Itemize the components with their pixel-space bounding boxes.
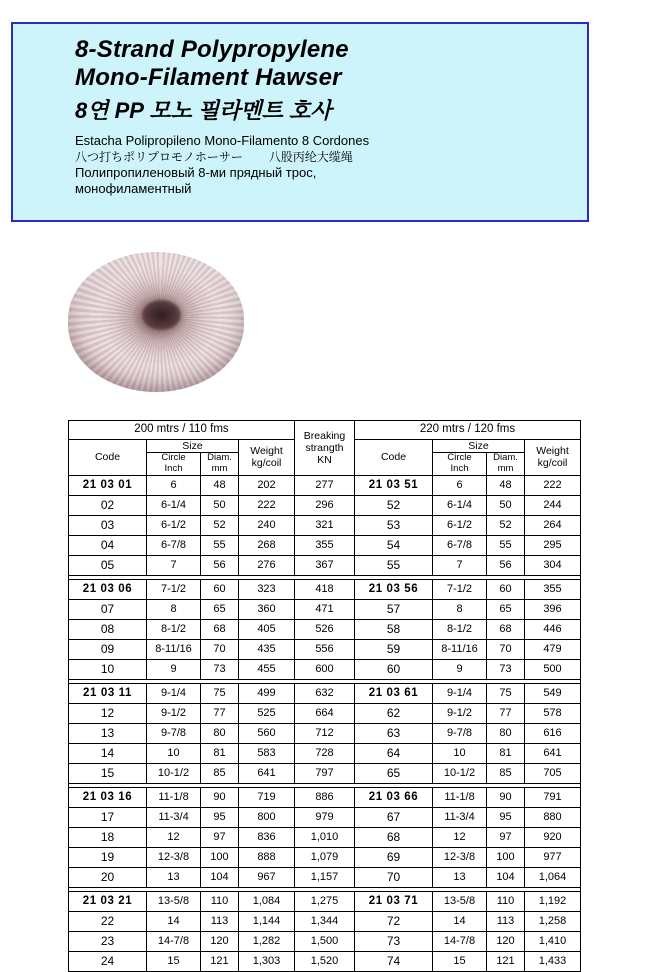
table-group-header-row — [69, 421, 581, 440]
cell-circle-right: 11-1/8 — [433, 787, 487, 807]
cell-code-left: 17 — [69, 807, 147, 827]
cell-circle-left: 7-1/2 — [147, 579, 201, 599]
cell-code-left: 13 — [69, 723, 147, 743]
cell-code-left: 18 — [69, 827, 147, 847]
cell-diam-right: 85 — [487, 763, 525, 783]
cell-breaking-strength: 664 — [295, 703, 355, 723]
cell-weight-right: 705 — [525, 763, 581, 783]
cell-diam-left: 113 — [201, 911, 239, 931]
cell-diam-left: 120 — [201, 931, 239, 951]
table-row — [69, 599, 581, 619]
table-row — [69, 659, 581, 679]
cell-circle-right: 8-1/2 — [433, 619, 487, 639]
product-title-russian-line2: монофиламентный — [75, 181, 192, 196]
cell-weight-right: 446 — [525, 619, 581, 639]
cell-code-left: 20 — [69, 867, 147, 887]
table-body — [69, 475, 581, 971]
cell-code-right: 63 — [355, 723, 433, 743]
cell-code-left: 07 — [69, 599, 147, 619]
cell-breaking-strength: 296 — [295, 495, 355, 515]
cell-code-right: 62 — [355, 703, 433, 723]
cell-weight-right: 500 — [525, 659, 581, 679]
table-row — [69, 827, 581, 847]
cell-code-left: 21 03 16 — [69, 787, 147, 807]
table-row — [69, 807, 581, 827]
cell-weight-left: 800 — [239, 807, 295, 827]
cell-breaking-strength: 418 — [295, 579, 355, 599]
cell-circle-left: 6-1/4 — [147, 495, 201, 515]
cell-weight-right: 244 — [525, 495, 581, 515]
cell-circle-right: 10-1/2 — [433, 763, 487, 783]
cell-code-right: 69 — [355, 847, 433, 867]
cell-weight-left: 888 — [239, 847, 295, 867]
cell-code-right: 21 03 71 — [355, 891, 433, 911]
cell-diam-right: 80 — [487, 723, 525, 743]
cell-code-right: 55 — [355, 555, 433, 575]
group-header-right: 220 mtrs / 120 fms — [355, 421, 581, 440]
cell-diam-right: 65 — [487, 599, 525, 619]
cell-weight-right: 396 — [525, 599, 581, 619]
cell-circle-right: 11-3/4 — [433, 807, 487, 827]
cell-diam-left: 50 — [201, 495, 239, 515]
table-row — [69, 619, 581, 639]
product-title-line1: 8-Strand Polypropylene — [75, 36, 349, 63]
cell-circle-right: 14 — [433, 911, 487, 931]
cell-code-right: 73 — [355, 931, 433, 951]
cell-code-left: 09 — [69, 639, 147, 659]
table-row — [69, 639, 581, 659]
cell-circle-left: 12 — [147, 827, 201, 847]
header-diam-right-label: Diam. — [493, 452, 518, 464]
group-header-left: 200 mtrs / 110 fms — [69, 421, 295, 440]
cell-code-left: 21 03 01 — [69, 475, 147, 495]
cell-breaking-strength: 1,520 — [295, 951, 355, 971]
cell-weight-right: 1,258 — [525, 911, 581, 931]
cell-diam-right: 55 — [487, 535, 525, 555]
cell-weight-left: 240 — [239, 515, 295, 535]
cell-weight-left: 202 — [239, 475, 295, 495]
header-diam-left-label: Diam. — [207, 452, 232, 464]
cell-weight-left: 719 — [239, 787, 295, 807]
cell-code-left: 02 — [69, 495, 147, 515]
cell-weight-right: 1,064 — [525, 867, 581, 887]
cell-circle-right: 10 — [433, 743, 487, 763]
cell-diam-right: 52 — [487, 515, 525, 535]
cell-weight-left: 268 — [239, 535, 295, 555]
cell-diam-left: 95 — [201, 807, 239, 827]
product-title-russian-line1: Полипропиленовый 8-ми прядный трос, — [75, 165, 317, 180]
cell-circle-left: 11-1/8 — [147, 787, 201, 807]
cell-breaking-strength: 632 — [295, 683, 355, 703]
cell-diam-right: 104 — [487, 867, 525, 887]
cell-circle-right: 13-5/8 — [433, 891, 487, 911]
cell-weight-left: 360 — [239, 599, 295, 619]
table-row — [69, 723, 581, 743]
header-circle-left — [147, 453, 201, 476]
cell-weight-right: 616 — [525, 723, 581, 743]
cell-circle-left: 13 — [147, 867, 201, 887]
cell-code-left: 03 — [69, 515, 147, 535]
cell-diam-left: 85 — [201, 763, 239, 783]
rope-coil-image — [68, 252, 244, 392]
cell-diam-left: 68 — [201, 619, 239, 639]
cell-weight-right: 880 — [525, 807, 581, 827]
cell-circle-right: 7-1/2 — [433, 579, 487, 599]
cell-circle-left: 7 — [147, 555, 201, 575]
cell-diam-left: 97 — [201, 827, 239, 847]
product-title-line2: Mono-Filament Hawser — [75, 64, 342, 91]
header-breaking-line1: Breaking — [303, 429, 346, 442]
cell-circle-left: 9-7/8 — [147, 723, 201, 743]
cell-breaking-strength: 526 — [295, 619, 355, 639]
cell-code-right: 21 03 56 — [355, 579, 433, 599]
cell-circle-left: 12-3/8 — [147, 847, 201, 867]
cell-code-left: 21 03 21 — [69, 891, 147, 911]
cell-diam-left: 65 — [201, 599, 239, 619]
cell-circle-left: 9 — [147, 659, 201, 679]
cell-circle-right: 9-1/2 — [433, 703, 487, 723]
cell-circle-right: 6 — [433, 475, 487, 495]
cell-diam-left: 48 — [201, 475, 239, 495]
cell-breaking-strength: 556 — [295, 639, 355, 659]
cell-code-left: 05 — [69, 555, 147, 575]
cell-breaking-strength: 1,275 — [295, 891, 355, 911]
header-diam-left-unit: mm — [211, 462, 228, 474]
product-photo — [62, 248, 252, 396]
cell-weight-right: 641 — [525, 743, 581, 763]
header-code-right: Code — [355, 440, 433, 476]
cell-circle-left: 15 — [147, 951, 201, 971]
header-size-right: Size — [433, 440, 525, 453]
cell-code-right: 21 03 51 — [355, 475, 433, 495]
cell-code-right: 70 — [355, 867, 433, 887]
cell-breaking-strength: 728 — [295, 743, 355, 763]
cell-code-right: 60 — [355, 659, 433, 679]
cell-code-right: 53 — [355, 515, 433, 535]
cell-circle-left: 9-1/2 — [147, 703, 201, 723]
cell-diam-right: 90 — [487, 787, 525, 807]
cell-diam-right: 73 — [487, 659, 525, 679]
header-breaking-unit: KN — [317, 453, 332, 466]
cell-circle-left: 6-1/2 — [147, 515, 201, 535]
table-row — [69, 951, 581, 971]
table-header — [69, 421, 581, 476]
cell-diam-right: 110 — [487, 891, 525, 911]
product-title-korean: 8연 PP 모노 필라멘트 호사 — [75, 98, 332, 123]
cell-breaking-strength: 321 — [295, 515, 355, 535]
cell-circle-right: 9 — [433, 659, 487, 679]
cell-weight-left: 1,303 — [239, 951, 295, 971]
cell-circle-right: 12 — [433, 827, 487, 847]
cell-breaking-strength: 355 — [295, 535, 355, 555]
table-row — [69, 555, 581, 575]
cell-diam-right: 60 — [487, 579, 525, 599]
cell-circle-left: 9-1/4 — [147, 683, 201, 703]
cell-weight-left: 641 — [239, 763, 295, 783]
table-row — [69, 495, 581, 515]
cell-weight-right: 1,433 — [525, 951, 581, 971]
header-circle-left-label: Circle — [161, 452, 186, 464]
header-weight-right-unit: kg/coil — [537, 457, 568, 470]
table-row — [69, 891, 581, 911]
table-row — [69, 867, 581, 887]
cell-circle-left: 8-1/2 — [147, 619, 201, 639]
cell-diam-right: 56 — [487, 555, 525, 575]
cell-breaking-strength: 1,010 — [295, 827, 355, 847]
table-row — [69, 931, 581, 951]
cell-breaking-strength: 886 — [295, 787, 355, 807]
cell-weight-right: 578 — [525, 703, 581, 723]
table-row — [69, 475, 581, 495]
table-row — [69, 847, 581, 867]
table-row — [69, 703, 581, 723]
cell-circle-right: 8-11/16 — [433, 639, 487, 659]
header-weight-right — [525, 440, 581, 476]
product-title-chinese: 八股丙纶大缆绳 — [268, 150, 353, 164]
cell-code-left: 21 03 11 — [69, 683, 147, 703]
cell-diam-left: 56 — [201, 555, 239, 575]
cell-circle-left: 6 — [147, 475, 201, 495]
cell-diam-left: 100 — [201, 847, 239, 867]
cell-weight-left: 405 — [239, 619, 295, 639]
cell-weight-left: 222 — [239, 495, 295, 515]
cell-diam-right: 50 — [487, 495, 525, 515]
table-row — [69, 787, 581, 807]
cell-breaking-strength: 600 — [295, 659, 355, 679]
cell-code-right: 57 — [355, 599, 433, 619]
table-row — [69, 763, 581, 783]
cell-circle-left: 8-11/16 — [147, 639, 201, 659]
cell-diam-right: 68 — [487, 619, 525, 639]
cell-breaking-strength: 1,079 — [295, 847, 355, 867]
cell-code-left: 22 — [69, 911, 147, 931]
header-diam-right-unit: mm — [497, 462, 514, 474]
cell-code-right: 64 — [355, 743, 433, 763]
cell-circle-right: 8 — [433, 599, 487, 619]
cell-breaking-strength: 1,500 — [295, 931, 355, 951]
cell-circle-right: 6-7/8 — [433, 535, 487, 555]
header-weight-right-label: Weight — [536, 445, 569, 458]
header-circle-left-unit: Inch — [164, 462, 183, 474]
cell-circle-left: 14 — [147, 911, 201, 931]
cell-weight-left: 525 — [239, 703, 295, 723]
cell-weight-left: 1,282 — [239, 931, 295, 951]
cell-weight-right: 264 — [525, 515, 581, 535]
header-size-left: Size — [147, 440, 239, 453]
cell-circle-left: 14-7/8 — [147, 931, 201, 951]
header-breaking-strength — [295, 421, 355, 476]
cell-code-left: 23 — [69, 931, 147, 951]
header-weight-left-unit: kg/coil — [251, 457, 282, 470]
header-diam-right — [487, 453, 525, 476]
cell-code-left: 04 — [69, 535, 147, 555]
cell-diam-left: 90 — [201, 787, 239, 807]
product-title-banner — [11, 22, 589, 222]
table-row — [69, 743, 581, 763]
cell-diam-right: 97 — [487, 827, 525, 847]
header-weight-left-label: Weight — [250, 445, 283, 458]
cell-code-left: 10 — [69, 659, 147, 679]
cell-weight-left: 323 — [239, 579, 295, 599]
cell-code-right: 58 — [355, 619, 433, 639]
cell-weight-left: 836 — [239, 827, 295, 847]
cell-weight-left: 499 — [239, 683, 295, 703]
cell-circle-left: 10 — [147, 743, 201, 763]
cell-diam-right: 77 — [487, 703, 525, 723]
cell-diam-left: 77 — [201, 703, 239, 723]
header-weight-left — [239, 440, 295, 476]
cell-weight-right: 549 — [525, 683, 581, 703]
cell-breaking-strength: 1,344 — [295, 911, 355, 931]
cell-weight-right: 791 — [525, 787, 581, 807]
cell-weight-left: 455 — [239, 659, 295, 679]
cell-breaking-strength: 367 — [295, 555, 355, 575]
cell-circle-left: 6-7/8 — [147, 535, 201, 555]
cell-code-right: 52 — [355, 495, 433, 515]
cell-circle-right: 15 — [433, 951, 487, 971]
cell-breaking-strength: 1,157 — [295, 867, 355, 887]
cell-weight-right: 479 — [525, 639, 581, 659]
cell-diam-left: 73 — [201, 659, 239, 679]
cell-code-left: 08 — [69, 619, 147, 639]
cell-circle-left: 10-1/2 — [147, 763, 201, 783]
cell-diam-left: 81 — [201, 743, 239, 763]
cell-circle-left: 13-5/8 — [147, 891, 201, 911]
cell-weight-left: 435 — [239, 639, 295, 659]
cell-diam-right: 75 — [487, 683, 525, 703]
cell-code-right: 54 — [355, 535, 433, 555]
cell-circle-left: 11-3/4 — [147, 807, 201, 827]
cell-weight-right: 355 — [525, 579, 581, 599]
cell-circle-right: 9-1/4 — [433, 683, 487, 703]
cell-code-right: 72 — [355, 911, 433, 931]
cell-breaking-strength: 471 — [295, 599, 355, 619]
cell-diam-left: 104 — [201, 867, 239, 887]
cell-weight-right: 222 — [525, 475, 581, 495]
table-row — [69, 683, 581, 703]
table-row — [69, 911, 581, 931]
cell-weight-right: 1,410 — [525, 931, 581, 951]
cell-diam-left: 80 — [201, 723, 239, 743]
cell-code-left: 14 — [69, 743, 147, 763]
cell-diam-left: 110 — [201, 891, 239, 911]
table-row — [69, 579, 581, 599]
cell-code-right: 59 — [355, 639, 433, 659]
cell-circle-right: 12-3/8 — [433, 847, 487, 867]
cell-circle-right: 6-1/4 — [433, 495, 487, 515]
cell-weight-left: 276 — [239, 555, 295, 575]
product-title-cjk — [75, 149, 571, 165]
header-code-left: Code — [69, 440, 147, 476]
table-row — [69, 535, 581, 555]
specification-table — [68, 420, 581, 972]
cell-circle-right: 9-7/8 — [433, 723, 487, 743]
cell-diam-left: 52 — [201, 515, 239, 535]
cell-code-left: 21 03 06 — [69, 579, 147, 599]
cell-code-right: 21 03 61 — [355, 683, 433, 703]
cell-diam-left: 55 — [201, 535, 239, 555]
cell-weight-right: 920 — [525, 827, 581, 847]
cell-diam-right: 95 — [487, 807, 525, 827]
cell-weight-left: 560 — [239, 723, 295, 743]
cell-diam-right: 113 — [487, 911, 525, 931]
cell-weight-right: 977 — [525, 847, 581, 867]
cell-diam-right: 81 — [487, 743, 525, 763]
cell-breaking-strength: 979 — [295, 807, 355, 827]
cell-breaking-strength: 797 — [295, 763, 355, 783]
header-circle-right — [433, 453, 487, 476]
cell-code-right: 68 — [355, 827, 433, 847]
cell-code-left: 19 — [69, 847, 147, 867]
cell-code-left: 24 — [69, 951, 147, 971]
product-title-spanish: Estacha Polipropileno Mono-Filamento 8 Cordones — [75, 133, 370, 148]
cell-code-right: 21 03 66 — [355, 787, 433, 807]
cell-weight-right: 1,192 — [525, 891, 581, 911]
cell-weight-right: 295 — [525, 535, 581, 555]
cell-code-left: 15 — [69, 763, 147, 783]
cell-weight-left: 967 — [239, 867, 295, 887]
product-title-japanese: 八つ打ちポリプロモノホーサー — [75, 150, 243, 164]
cell-diam-left: 70 — [201, 639, 239, 659]
cell-weight-right: 304 — [525, 555, 581, 575]
table-row — [69, 515, 581, 535]
header-breaking-line2: strangth — [305, 441, 344, 454]
cell-diam-right: 48 — [487, 475, 525, 495]
header-circle-right-label: Circle — [447, 452, 472, 464]
cell-code-left: 12 — [69, 703, 147, 723]
cell-weight-left: 583 — [239, 743, 295, 763]
header-diam-left — [201, 453, 239, 476]
cell-diam-right: 121 — [487, 951, 525, 971]
cell-diam-left: 75 — [201, 683, 239, 703]
cell-circle-right: 6-1/2 — [433, 515, 487, 535]
cell-weight-left: 1,084 — [239, 891, 295, 911]
header-circle-right-unit: Inch — [450, 462, 469, 474]
cell-diam-left: 121 — [201, 951, 239, 971]
cell-circle-left: 8 — [147, 599, 201, 619]
cell-diam-right: 100 — [487, 847, 525, 867]
cell-diam-left: 60 — [201, 579, 239, 599]
cell-breaking-strength: 712 — [295, 723, 355, 743]
cell-diam-right: 120 — [487, 931, 525, 951]
cell-circle-right: 7 — [433, 555, 487, 575]
cell-circle-right: 14-7/8 — [433, 931, 487, 951]
cell-diam-right: 70 — [487, 639, 525, 659]
cell-code-right: 65 — [355, 763, 433, 783]
cell-breaking-strength: 277 — [295, 475, 355, 495]
cell-weight-left: 1,144 — [239, 911, 295, 931]
cell-code-right: 74 — [355, 951, 433, 971]
cell-circle-right: 13 — [433, 867, 487, 887]
cell-code-right: 67 — [355, 807, 433, 827]
